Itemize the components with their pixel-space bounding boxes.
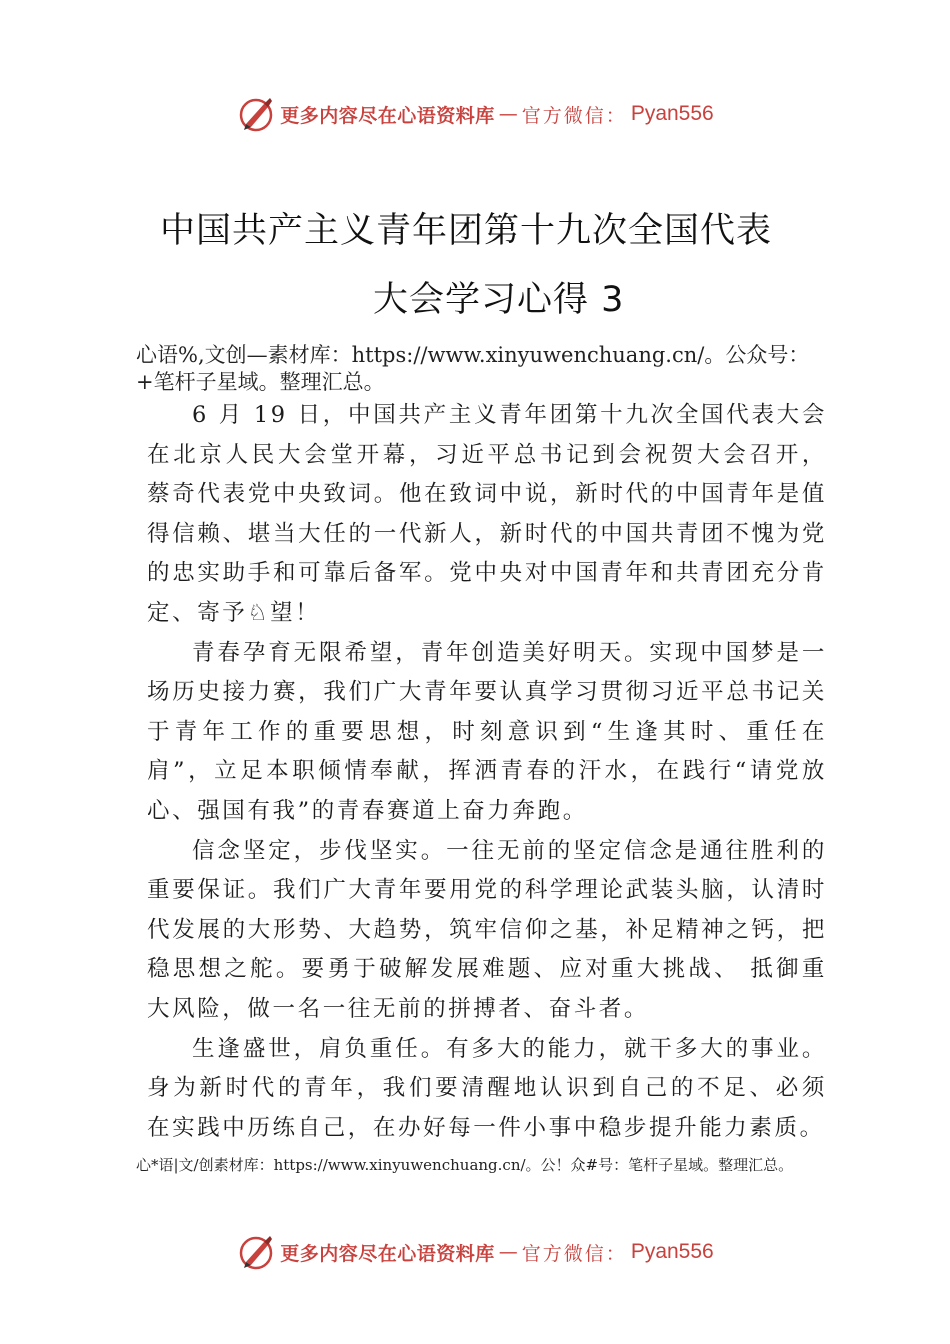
banner-label: 官方微信： (521, 1242, 627, 1265)
banner-text: 更多内容尽在心语资料库 (280, 104, 495, 127)
banner-separator: — (498, 103, 518, 125)
paragraph: 信念坚定，步伐坚实。一往无前的坚定信念是通往胜利的重要保证。我们广大青年要用党的科学理论武装头脑，认清时代发展的大形势、大趋势，筑牢信仰之基，补足精神之钙，把稳思想之舵。要勇于破解发展难题、应对重大挑战、 抵御重大风险，做一名一往无前的拼搏者、奋斗者。 (147, 837, 827, 1022)
banner-text: 更多内容尽在心语资料库 (280, 1242, 495, 1265)
document-title-line2: 大会学习心得 3 (373, 280, 625, 320)
paragraph: 青春孕育无限希望，青年创造美好明天。实现中国梦是一场历史接力赛，我们广大青年要认真学习贯彻习近平总书记关于青年工作的重要思想，时刻意识到“生逢其时、重任在肩”，立足本职倾情奉献，挥洒青春的汗水，在践行“请党放心、强国有我”的青春赛道上奋力奔跑。 (147, 639, 827, 824)
banner-wechat-id: Pyan556 (630, 102, 714, 125)
pen-logo-icon (236, 94, 276, 134)
paragraph: 6 月 19 日，中国共产主义青年团第十九次全国代表大会在北京人民大会堂开幕，习近平总书记到会祝贺大会召开， 蔡奇代表党中央致词。他在致词中说，新时代的中国青年是值得信赖、堪当大任的一代新人，新时代的中国共青团不愧为党的忠实助手和可靠后备军。党中央对中国青年和共青团充分肯定、寄予♘望！ (147, 402, 827, 626)
banner-separator: — (498, 1241, 518, 1263)
footer-note: 心*语|文/创素材库：https://www.xinyuwenchuang.cn/。公！众#号：笔杆子星域。整理汇总。 (136, 1156, 794, 1174)
document-body (147, 396, 827, 1148)
top-banner (0, 92, 950, 136)
banner-wechat-id: Pyan556 (630, 1240, 714, 1263)
source-note: 心语%,文创—素材库：https://www.xinyuwenchuang.cn/。公众号：+笔杆子星域。整理汇总。 (136, 343, 810, 394)
pen-logo-icon (236, 1232, 276, 1272)
paragraph: 生逢盛世，肩负重任。有多大的能力，就干多大的事业。身为新时代的青年，我们要清醒地认识到自己的不足、必须 在实践中历练自己，在办好每一件小事中稳步提升能力素质。 (147, 1035, 827, 1141)
document-title-line1: 中国共产主义青年团第十九次全国代表 (160, 211, 773, 251)
bottom-banner (0, 1230, 950, 1274)
banner-label: 官方微信： (521, 104, 627, 127)
